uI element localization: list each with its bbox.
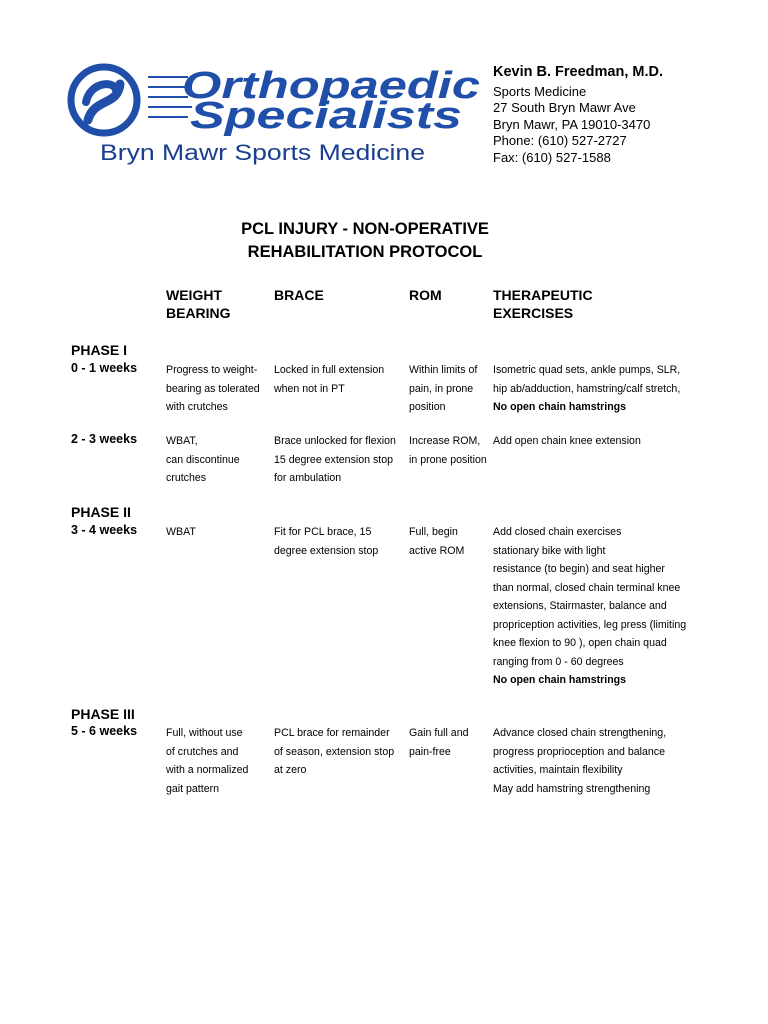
brace-cell: [274, 724, 402, 780]
column-header-therapeutic-exercises: [493, 286, 593, 322]
cell-line: progress proprioception and balance: [493, 745, 665, 758]
cell-line: Within limits of: [409, 364, 478, 376]
cell-line: Advance closed chain strengthening,: [493, 727, 667, 739]
therapeutic-cell: [493, 523, 693, 690]
cell-line: Locked in full extension: [274, 364, 385, 376]
weeks-label: 0 - 1 weeks: [71, 361, 138, 375]
title-line: PCL INJURY - NON-OPERATIVE: [241, 220, 489, 238]
phase-label: PHASE III: [71, 706, 135, 722]
rom-cell: [409, 432, 489, 469]
weight-bearing-cell: [166, 523, 266, 542]
cell-line: in prone position: [409, 453, 487, 466]
weight-bearing-cell: [166, 724, 266, 798]
cell-line: bearing as tolerated: [166, 382, 260, 395]
cell-line: of crutches and: [166, 745, 239, 758]
cell-line: can discontinue: [166, 453, 240, 466]
logo-subtitle: Bryn Mawr Sports Medicine: [100, 140, 425, 165]
contact-line: Phone: (610) 527-2727: [493, 133, 627, 149]
cell-line: resistance (to begin) and seat higher: [493, 563, 665, 575]
therapeutic-cell: [493, 361, 693, 417]
cell-line: hip ab/adduction, hamstring/calf stretch,: [493, 382, 681, 395]
cell-line: extensions, Stairmaster, balance and: [493, 600, 667, 612]
cell-line: Brace unlocked for flexion: [274, 435, 396, 447]
cell-line: pain-free: [409, 745, 451, 758]
title-line: REHABILITATION PROTOCOL: [247, 243, 483, 261]
therapeutic-cell: [493, 724, 693, 798]
physician-name: Kevin B. Freedman, M.D.: [493, 64, 664, 80]
cell-line: 15 degree extension stop: [274, 453, 393, 466]
cell-line: Fit for PCL brace, 15: [274, 526, 372, 538]
cell-line: of season, extension stop: [274, 745, 395, 758]
brace-cell: [274, 361, 402, 398]
weight-bearing-cell: [166, 432, 266, 488]
cell-line: position: [409, 401, 446, 413]
cell-line: Full, begin: [409, 526, 458, 538]
cell-line: with a normalized: [166, 764, 249, 776]
column-header-rom: [409, 286, 442, 304]
contact-line: 27 South Bryn Mawr Ave: [493, 100, 636, 116]
cell-line: activities, maintain flexibility: [493, 764, 623, 776]
header-line: BRACE: [274, 287, 324, 303]
rom-cell: [409, 361, 489, 417]
cell-line: ranging from 0 - 60 degrees: [493, 655, 624, 668]
cell-line: May add hamstring strengthening: [493, 782, 651, 795]
cell-line: at zero: [274, 764, 307, 776]
cell-line: with crutches: [166, 401, 228, 413]
cell-line-bold: No open chain hamstrings: [493, 401, 627, 413]
cell-line: Increase ROM,: [409, 435, 481, 447]
contact-line: Sports Medicine: [493, 83, 587, 99]
contact-line: Fax: (610) 527-1588: [493, 149, 611, 165]
cell-line: Gain full and: [409, 727, 469, 739]
weight-bearing-cell: [166, 361, 266, 417]
cell-line: knee flexion to 90 ), open chain quad: [493, 637, 667, 649]
orthopaedic-specialists-logo-icon: [66, 62, 486, 174]
cell-line: Progress to weight-: [166, 364, 258, 376]
contact-line: Bryn Mawr, PA 19010-3470: [493, 116, 651, 132]
column-header-brace: [274, 286, 324, 304]
cell-line: PCL brace for remainder: [274, 727, 390, 739]
phase-label: PHASE II: [71, 504, 131, 520]
document-title: [0, 218, 730, 264]
brace-cell: [274, 432, 402, 488]
logo-line1: Orthopaedic: [182, 65, 480, 107]
phase-label: PHASE I: [71, 342, 128, 358]
cell-line: than normal, closed chain terminal knee: [493, 581, 681, 594]
cell-line: WBAT: [166, 526, 196, 538]
logo-line2: Specialists: [190, 95, 462, 137]
header-line: ROM: [409, 287, 442, 303]
column-header-weight-bearing: [166, 286, 231, 322]
cell-line: WBAT,: [166, 435, 198, 447]
cell-line: crutches: [166, 472, 207, 484]
cell-line: degree extension stop: [274, 544, 379, 557]
header-line: EXERCISES: [493, 305, 574, 321]
brace-cell: [274, 523, 402, 560]
cell-line: stationary bike with light: [493, 544, 606, 557]
cell-line-bold: No open chain hamstrings: [493, 674, 627, 686]
cell-line: when not in PT: [274, 382, 345, 395]
cell-line: for ambulation: [274, 472, 342, 484]
cell-line: Full, without use: [166, 727, 243, 739]
cell-line: Isometric quad sets, ankle pumps, SLR,: [493, 364, 681, 376]
rom-cell: [409, 724, 489, 761]
cell-line: Add open chain knee extension: [493, 435, 641, 447]
practice-logo: [66, 62, 486, 174]
therapeutic-cell: [493, 432, 693, 451]
cell-line: active ROM: [409, 544, 465, 557]
weeks-label: 2 - 3 weeks: [71, 432, 138, 446]
weeks-label: 5 - 6 weeks: [71, 724, 138, 738]
weeks-label: 3 - 4 weeks: [71, 523, 138, 537]
cell-line: propriception activities, leg press (limiting: [493, 618, 687, 631]
cell-line: gait pattern: [166, 782, 220, 795]
cell-line: Add closed chain exercises: [493, 526, 622, 538]
physician-contact: [493, 64, 663, 167]
header-line: THERAPEUTIC: [493, 287, 593, 303]
header-line: WEIGHT: [166, 287, 222, 303]
rom-cell: [409, 523, 489, 560]
header-line: BEARING: [166, 305, 231, 321]
cell-line: pain, in prone: [409, 382, 474, 395]
